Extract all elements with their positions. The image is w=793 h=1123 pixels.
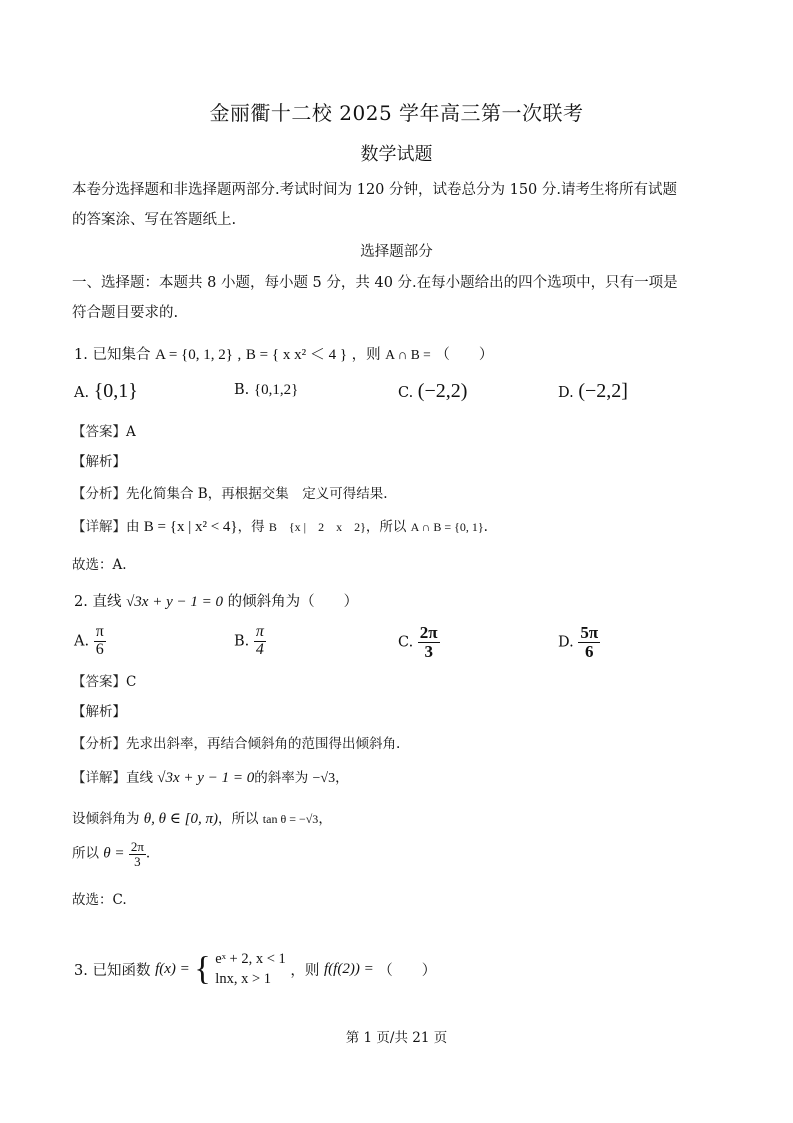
q2-option-b: B. $\frac{\pi}{4}$ [234,623,264,658]
part1-line-2: 符合题目要求的. [72,305,179,321]
q1-fenxi: 【分析】先化简集合 B，再根据交集 定义可得结果. [72,486,388,502]
question-3-stem: 3. 已知函数 f(x) = { eˣ + 2, x < 1 lnx, x > 1 ，则 f(f(2)) = （ ） [74,950,437,988]
q2-xiangjie-line-2: 设倾斜角为 θ, θ ∈ [0, π)，所以 tan θ = −√3， [72,811,332,827]
composite-expr: f(f(2)) = [324,961,374,978]
question-number: 3. 已知函数 [74,963,151,980]
q1-conclusion: 故选：A. [72,557,127,573]
piecewise-cases: eˣ + 2, x < 1 lnx, x > 1 [215,951,286,987]
q1-option-d: D. (−2,2] [558,380,628,402]
question-1-stem: 1. 已知集合 A = {0, 1, 2} , B = { x x² ＜ 4 } ，则 A ∩ B = （ ） [74,347,494,363]
q2-option-a: A. $\frac{\pi}{6}$ [74,623,104,658]
answer-blank: （ ） [378,963,437,980]
section-title: 选择题部分 [360,244,433,260]
set-a: A = {0, 1, 2} [155,347,233,363]
part1-line-1: 一、选择题：本题共 8 小题，每小题 5 分，共 40 分.在每小题给出的四个选项中，只有一项是 [72,275,678,291]
intro-line-1: 本卷分选择题和非选择题两部分.考试时间为 120 分钟，试卷总分为 150 分.请考生将所有试题 [72,182,678,198]
q1-answer: 【答案】A [72,424,136,440]
q2-option-c: C. $\frac{2\pi}{3}$ [398,623,438,661]
set-b: B = { x x² ＜ 4 } [245,347,348,363]
line-equation: √3x + y − 1 = 0 [126,594,223,610]
q1-option-b: B. {0,1,2} [234,382,299,398]
q2-option-d: D. $\frac{5\pi}{6}$ [558,623,599,661]
q2-analysis-tag: 【解析】 [72,704,126,720]
function-f: f(x) = [155,961,190,978]
question-number: 2. 直线 [74,594,122,610]
q2-xiangjie: 【详解】直线 √3x + y − 1 = 0的斜率为 −√3， [72,770,349,786]
question-2-stem: 2. 直线 √3x + y − 1 = 0 的倾斜角为（ ） [74,594,359,610]
q1-xiangjie: 【详解】由 B = {x | x² < 4}，得 B {x | 2 x 2}，所以 A ∩ B = {0, 1}. [72,519,488,535]
question-number: 1. 已知集合 [74,347,151,363]
q1-option-a: A. {0,1} [74,380,138,402]
exam-subtitle: 数学试题 [360,144,433,165]
q1-option-c: C. (−2,2) [398,380,468,402]
page-footer: 第 1 页/共 21 页 [345,1030,448,1046]
q2-conclusion: 故选：C. [72,892,127,908]
q1-analysis-tag: 【解析】 [72,454,126,470]
q2-answer: 【答案】C [72,674,137,690]
answer-blank: （ ） [435,347,494,363]
intro-line-2: 的答案涂、写在答题纸上. [72,212,237,228]
exam-title: 金丽衢十二校 2025 学年高三第一次联考 [209,101,584,125]
q2-xiangjie-line-3: 所以 θ = $\frac{2\pi}{3}$ . [72,839,151,869]
intersection-expr: A ∩ B = [385,347,431,362]
cases-brace: { [194,950,211,988]
q2-fenxi: 【分析】先求出斜率，再结合倾斜角的范围得出倾斜角. [72,736,401,752]
